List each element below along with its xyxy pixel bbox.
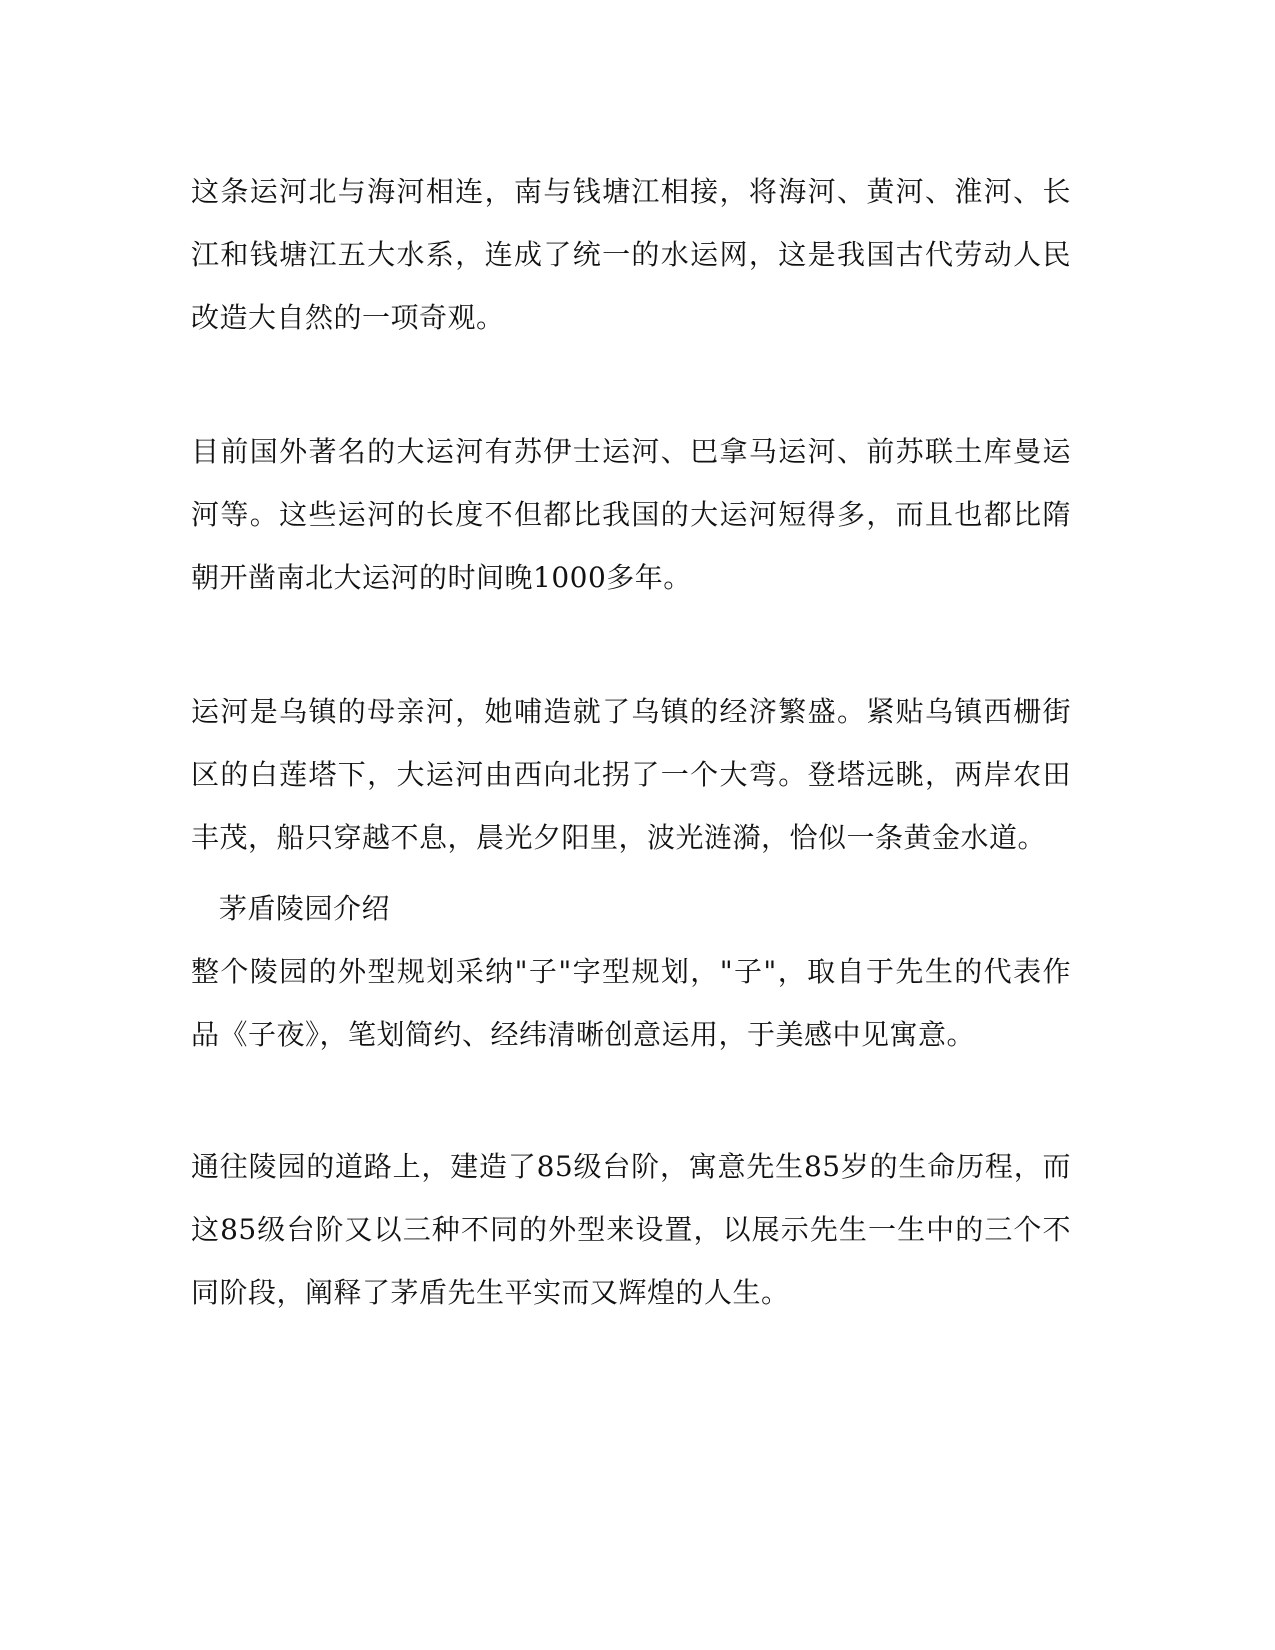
paragraph-grand-canal-connection: 这条运河北与海河相连，南与钱塘江相接，将海河、黄河、淮河、长江和钱塘江五大水系，连成了统一的水运网，这是我国古代劳动人民改造大自然的一项奇观。 [191, 175, 1071, 334]
paragraph-cemetery-steps: 通往陵园的道路上，建造了85级台阶，寓意先生85岁的生命历程，而这85级台阶又以三种不同的外型来设置，以展示先生一生中的三个不同阶段，阐释了茅盾先生平实而又辉煌的人生。 [191, 1150, 1071, 1309]
section-heading-maodun-cemetery: 茅盾陵园介绍 [219, 892, 391, 925]
paragraph-foreign-canals: 目前国外著名的大运河有苏伊士运河、巴拿马运河、前苏联土库曼运河等。这些运河的长度不但都比我国的大运河短得多，而且也都比隋朝开凿南北大运河的时间晚1000多年。 [191, 435, 1071, 594]
paragraph-cemetery-layout: 整个陵园的外型规划采纳"子"字型规划，"子"，取自于先生的代表作品《子夜》，笔划简约、经纬清晰创意运用，于美感中见寓意。 [191, 955, 1071, 1051]
paragraph-wuzhen-canal: 运河是乌镇的母亲河，她哺造就了乌镇的经济繁盛。紧贴乌镇西栅街区的白莲塔下，大运河由西向北拐了一个大弯。登塔远眺，两岸农田丰茂，船只穿越不息，晨光夕阳里，波光涟漪，恰似一条黄金水道。 [191, 695, 1071, 854]
